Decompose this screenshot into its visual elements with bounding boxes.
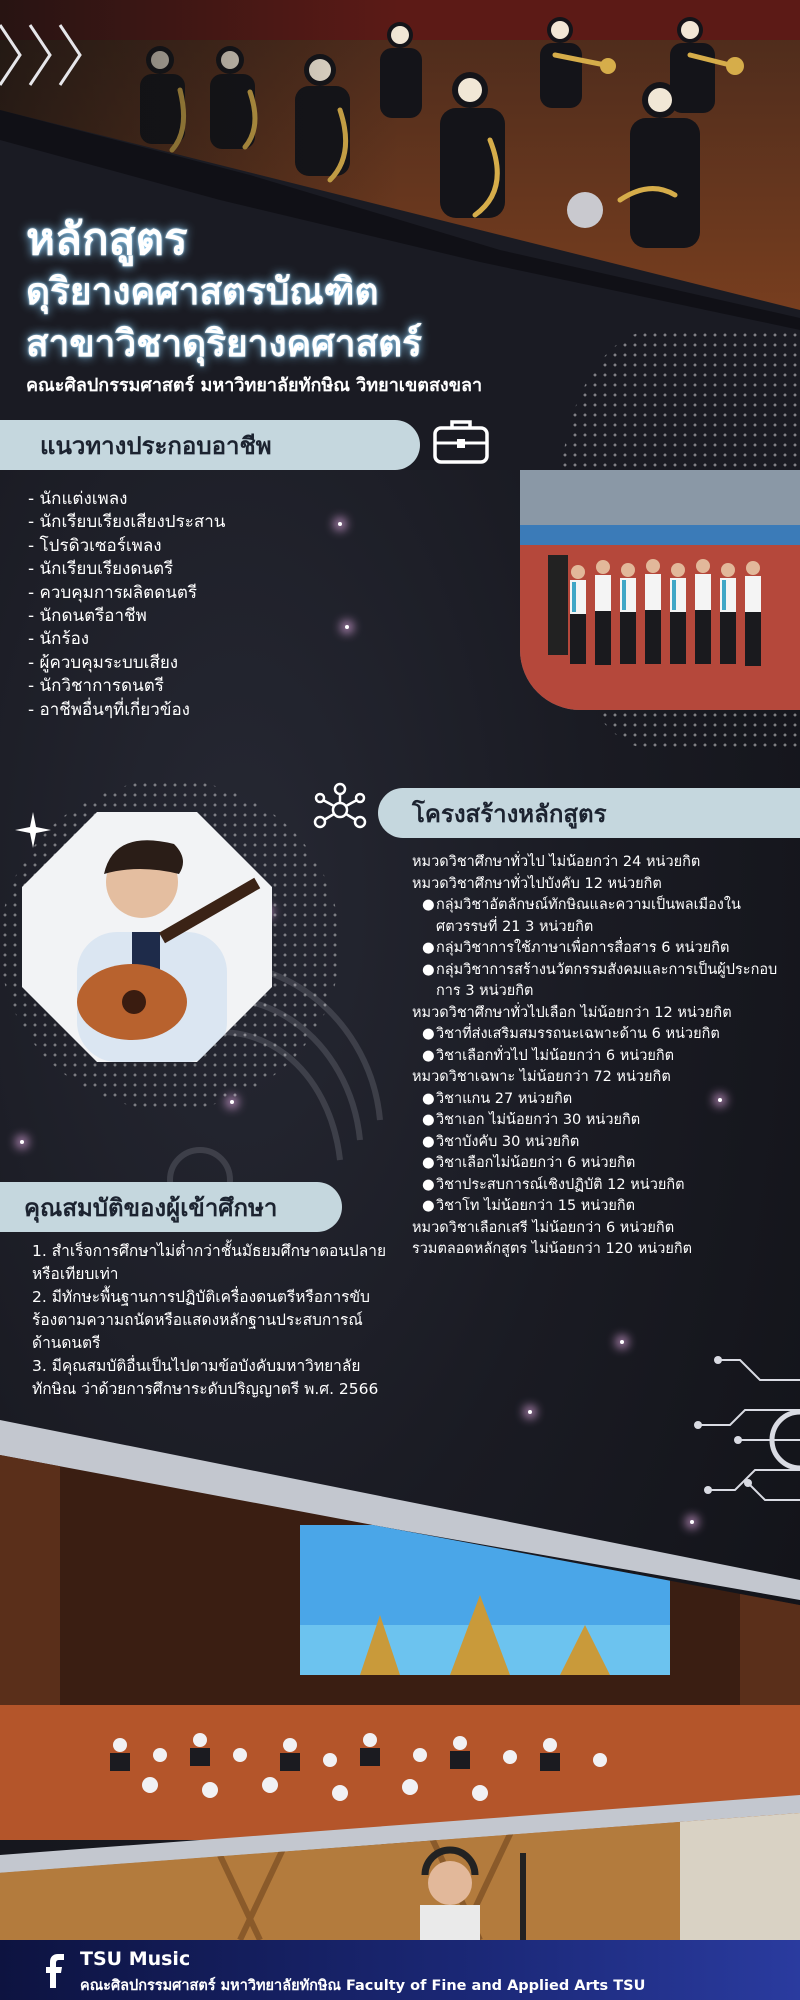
- choir-photo: [520, 470, 800, 710]
- career-item: - นักดนตรีอาชีพ: [28, 606, 147, 627]
- structure-line: รวมตลอดหลักสูตร ไม่น้อยกว่า 120 หน่วยกิต: [412, 1241, 693, 1257]
- structure-bullet: ● วิชาเลือกไม่น้อยกว่า 6 หน่วยกิต: [422, 1155, 636, 1171]
- structure-bullet: ● วิชาประสบการณ์เชิงปฏิบัติ 12 หน่วยกิต: [422, 1176, 685, 1193]
- title-line-3: สาขาวิชาดุริยางคศาสตร์: [26, 322, 423, 365]
- structure-line: หมวดวิชาเฉพาะ ไม่น้อยกว่า 72 หน่วยกิต: [412, 1069, 671, 1085]
- structure-bullet: ● วิชาแกน 27 หน่วยกิต: [422, 1090, 573, 1107]
- structure-line: หมวดวิชาศึกษาทั่วไปเลือก ไม่น้อยกว่า 12 หน่วยกิต: [412, 1004, 732, 1021]
- sparkle: [528, 1410, 532, 1414]
- sparkle: [20, 1140, 24, 1144]
- qualification-item: 2. มีทักษะพื้นฐานการปฏิบัติเครื่องดนตรีหรือการขับร้องตามความถนัดหรือแสดงหลักฐานประสบการณ์ด้านดนตรี: [32, 1288, 370, 1352]
- qualifications-list: [32, 1240, 387, 1401]
- structure-bullet: ● วิชาเลือกทั่วไป ไม่น้อยกว่า 6 หน่วยกิต: [422, 1047, 675, 1064]
- facebook-icon[interactable]: [44, 1954, 66, 1988]
- career-item: - โปรดิวเซอร์เพลง: [28, 535, 162, 556]
- career-item: - นักแต่งเพลง: [28, 489, 128, 509]
- structure-line: หมวดวิชาศึกษาทั่วไปบังคับ 12 หน่วยกิต: [412, 875, 662, 892]
- qualifications-heading-text: คุณสมบัติของผู้เข้าศึกษา: [24, 1193, 278, 1222]
- footer-page-name[interactable]: TSU Music: [80, 1948, 191, 1970]
- qualification-item: 1. สำเร็จการศึกษาไม่ต่ำกว่าชั้นมัธยมศึกษาตอนปลายหรือเทียบเท่า: [32, 1242, 387, 1283]
- career-item: - ควบคุมการผลิตดนตรี: [28, 582, 198, 603]
- structure-bullet: ● วิชาโท ไม่น้อยกว่า 15 หน่วยกิต: [422, 1198, 636, 1214]
- title-line-1: หลักสูตร: [26, 214, 188, 265]
- career-item: - ผู้ควบคุมระบบเสียง: [28, 652, 179, 673]
- qualification-item: 3. มีคุณสมบัติอื่นเป็นไปตามข้อบังคับมหาวิทยาลัยทักษิณ ว่าด้วยการศึกษาระดับปริญญาตรี พ.ศ. 2566: [32, 1357, 379, 1398]
- structure-bullet: ● กลุ่มวิชาการใช้ภาษาเพื่อการสื่อสาร 6 หน่วยกิต: [422, 940, 730, 956]
- title-line-2: ดุริยางคศาสตรบัณฑิต: [26, 270, 379, 313]
- career-item: - อาชีพอื่นๆที่เกี่ยวข้อง: [28, 699, 190, 720]
- subtitle: คณะศิลปกรรมศาสตร์ มหาวิทยาลัยทักษิณ วิทยาเขตสงขลา: [26, 375, 483, 396]
- footer-org: คณะศิลปกรรมศาสตร์ มหาวิทยาลัยทักษิณ Faculty of Fine and Applied Arts TSU: [80, 1978, 646, 1994]
- network-icon: [312, 782, 368, 842]
- structure-bullet: ● วิชาที่ส่งเสริมสมรรถนะเฉพาะด้าน 6 หน่วยกิต: [422, 1026, 720, 1042]
- career-item: - นักวิชาการดนตรี: [28, 676, 164, 697]
- guitarist-photo: [22, 812, 272, 1062]
- briefcase-icon: [432, 416, 490, 470]
- career-item: - นักเรียบเรียงดนตรี: [28, 559, 174, 580]
- sparkle: [345, 625, 349, 629]
- career-item: - นักร้อง: [28, 629, 90, 650]
- structure-heading: [378, 788, 800, 838]
- structure-bullet: ● วิชาบังคับ 30 หน่วยกิต: [422, 1133, 580, 1150]
- structure-bullet: ● กลุ่มวิชาอัตลักษณ์ทักษิณและความเป็นพลเมืองในศตวรรษที่ 21 3 หน่วยกิต: [422, 897, 741, 935]
- structure-line: หมวดวิชาศึกษาทั่วไป ไม่น้อยกว่า 24 หน่วยกิต: [412, 854, 701, 870]
- careers-heading: [0, 420, 420, 470]
- sparkle: [620, 1340, 624, 1344]
- structure-list: [412, 852, 784, 1261]
- careers-heading-text: แนวทางประกอบอาชีพ: [40, 431, 272, 460]
- footer: [0, 1940, 800, 2000]
- careers-list: [28, 488, 225, 722]
- structure-heading-text: โครงสร้างหลักสูตร: [412, 799, 607, 828]
- structure-bullet: ● วิชาเอก ไม่น้อยกว่า 30 หน่วยกิต: [422, 1112, 641, 1128]
- sparkle: [338, 522, 342, 526]
- structure-line: หมวดวิชาเลือกเสรี ไม่น้อยกว่า 6 หน่วยกิต: [412, 1219, 675, 1236]
- structure-bullet: ● กลุ่มวิชาการสร้างนวัตกรรมสังคมและการเป็นผู้ประกอบการ 3 หน่วยกิต: [422, 961, 778, 999]
- career-item: - นักเรียบเรียงเสียงประสาน: [28, 512, 226, 533]
- qualifications-heading: [0, 1182, 342, 1232]
